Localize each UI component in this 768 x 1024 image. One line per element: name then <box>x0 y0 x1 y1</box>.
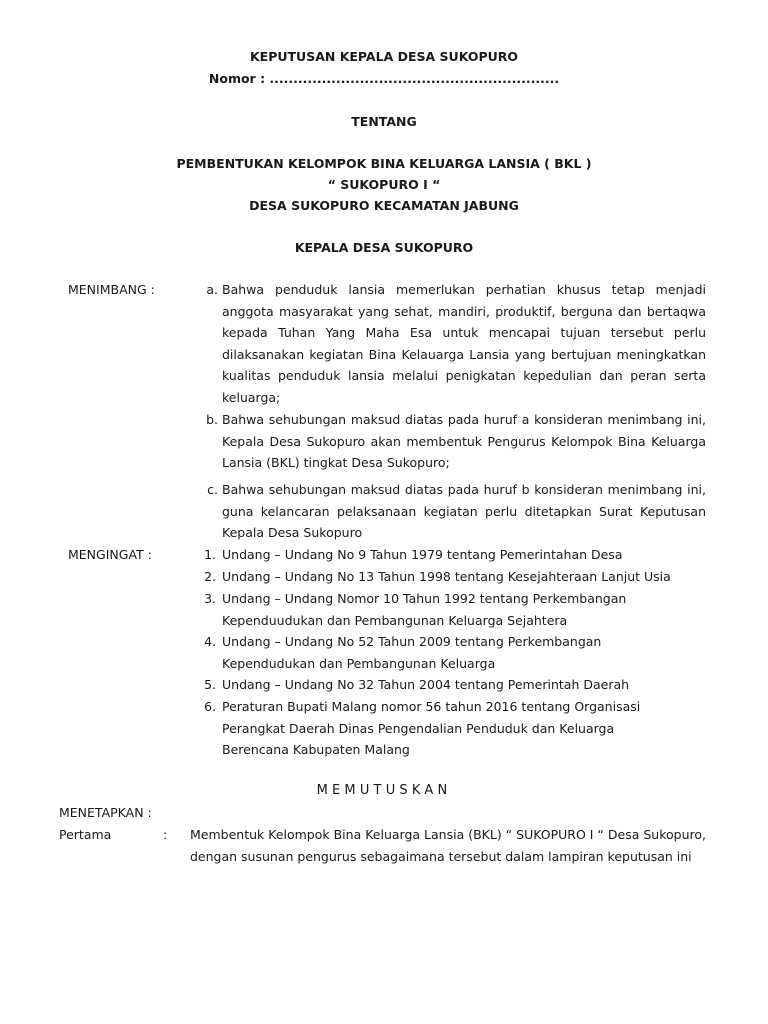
mengingat-6-marker: 6. <box>204 699 216 714</box>
document-number: Nomor : ............................................................. <box>208 71 560 86</box>
mengingat-1-marker: 1. <box>204 547 216 562</box>
mengingat-3-marker: 3. <box>204 591 216 606</box>
pertama-text: Membentuk Kelompok Bina Keluarga Lansia (BKL) “ SUKOPURO I “ Desa Sukopuro, dengan susunan pengurus sebagaimana tersebut dalam lampiran keputusan ini <box>190 827 706 864</box>
mengingat-1-text: Undang – Undang No 9 Tahun 1979 tentang Pemerintahan Desa <box>222 547 623 562</box>
menimbang-a-marker: a. <box>206 282 218 297</box>
mengingat-label: MENGINGAT : <box>68 547 152 562</box>
subject-line-3: DESA SUKOPURO KECAMATAN JABUNG <box>249 198 519 213</box>
menetapkan-label: MENETAPKAN : <box>59 805 152 820</box>
pertama-label: Pertama <box>59 827 112 842</box>
mengingat-6-text: Peraturan Bupati Malang nomor 56 tahun 2016 tentang Organisasi Perangkat Daerah Dinas Pengendalian Penduduk dan Keluarga Berencana Kabupaten Malang <box>222 699 641 757</box>
mengingat-5-marker: 5. <box>204 677 216 692</box>
authority-heading: KEPALA DESA SUKOPURO <box>294 240 474 255</box>
mengingat-2-marker: 2. <box>204 569 216 584</box>
pertama-colon: : <box>163 827 168 842</box>
memutuskan-heading: MEMUTUSKAN <box>316 783 452 798</box>
menimbang-b-text: Bahwa sehubungan maksud diatas pada huruf a konsideran menimbang ini, Kepala Desa Sukopuro akan membentuk Pengurus Kelompok Bina Keluarga Lansia (BKL) tingkat Desa Sukopuro; <box>222 412 706 470</box>
menimbang-label: MENIMBANG : <box>68 282 155 297</box>
mengingat-5-text: Undang – Undang No 32 Tahun 2004 tentang Pemerintah Daerah <box>222 677 630 692</box>
subject-line-1: PEMBENTUKAN KELOMPOK BINA KELUARGA LANSIA ( BKL ) <box>176 156 592 171</box>
menimbang-c-marker: c. <box>207 482 218 497</box>
document-title: KEPUTUSAN KEPALA DESA SUKOPURO <box>249 49 519 64</box>
menimbang-a-text: Bahwa penduduk lansia memerlukan perhatian khusus tetap menjadi anggota masyarakat yang sehat, mandiri, produktif, berguna dan bertaqwa kepada Tuhan Yang Maha Esa untuk mencapai tujuan tersebut perlu dilaksanakan kegiatan Bina Kelauarga Lansia yang bertujuan meningkatkan kualitas penduduk lansia melalui penigkatan kepedulian dan peran serta keluarga; <box>222 282 706 405</box>
subject-line-2: “ SUKOPURO I “ <box>327 177 441 192</box>
menimbang-c-text: Bahwa sehubungan maksud diatas pada huruf b konsideran menimbang ini, guna kelancaran pelaksanaan kegiatan perlu ditetapkan Surat Keputusan Kepala Desa Sukopuro <box>222 482 706 540</box>
mengingat-2-text: Undang – Undang No 13 Tahun 1998 tentang Kesejahteraan Lanjut Usia <box>222 569 671 584</box>
mengingat-4-text: Undang – Undang No 52 Tahun 2009 tentang Perkembangan Kependudukan dan Pembangunan Keluarga <box>222 634 602 671</box>
mengingat-4-marker: 4. <box>204 634 216 649</box>
mengingat-3-text: Undang – Undang Nomor 10 Tahun 1992 tentang Perkembangan Kependuudukan dan Pembangunan Keluarga Sejahtera <box>222 591 627 628</box>
menimbang-b-marker: b. <box>206 412 218 427</box>
tentang-heading: TENTANG <box>351 114 417 129</box>
